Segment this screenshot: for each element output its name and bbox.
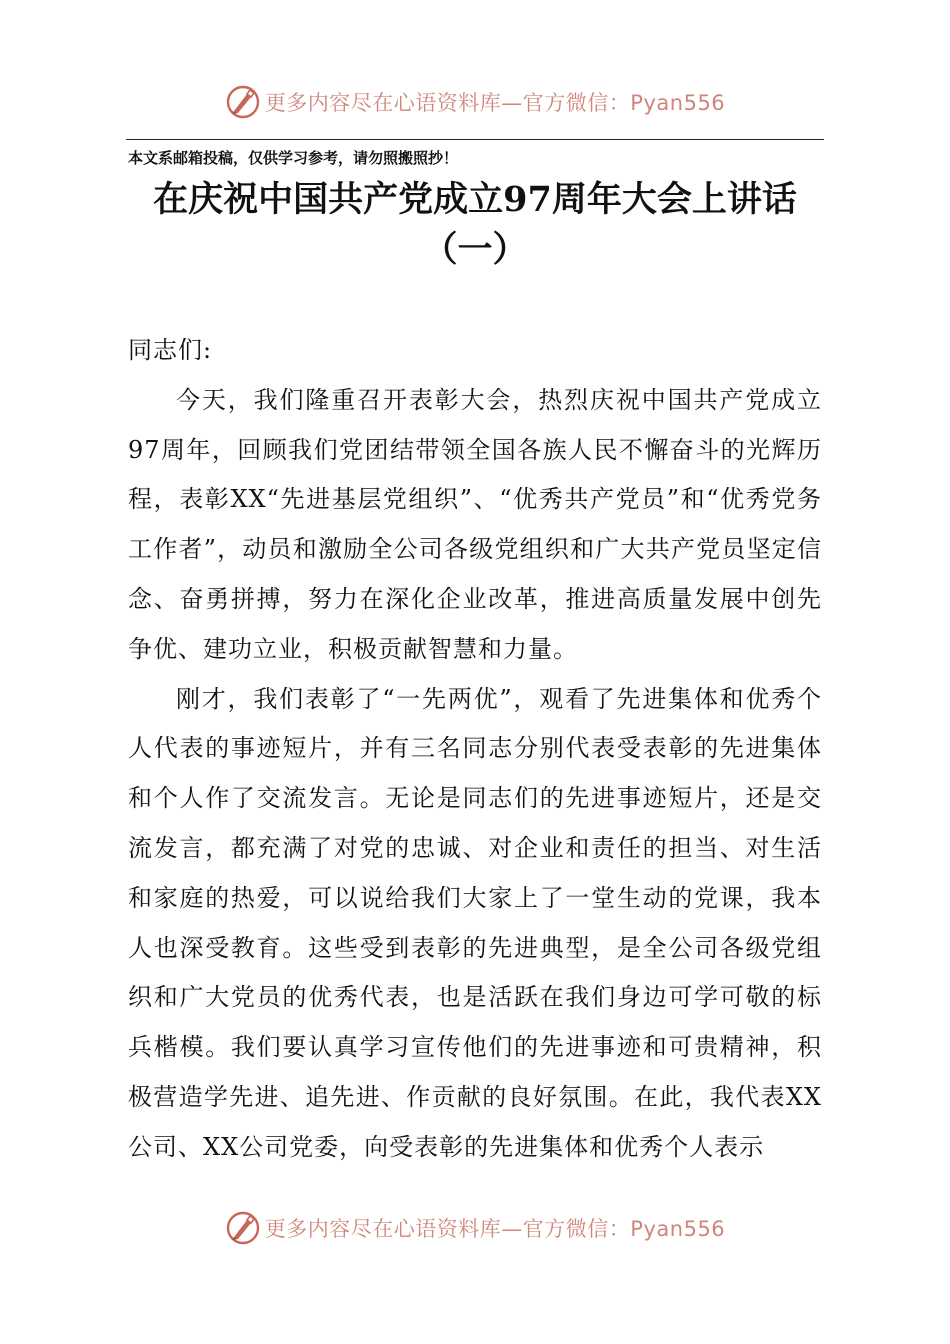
document-title: 在庆祝中国共产党成立97周年大会上讲话	[153, 179, 797, 220]
salutation: 同志们:	[128, 336, 213, 364]
pen-nib-circle-icon	[225, 84, 261, 120]
pen-nib-circle-icon	[225, 1210, 261, 1246]
document-title-number: （一）	[422, 229, 528, 270]
paragraph-2: 刚才，我们表彰了“一先两优”，观看了先进集体和优秀个人代表的事迹短片，并有三名同志分别代表受表彰的先进集体和个人作了交流发言。无论是同志们的先进事迹短片，还是交流发言，都充满了对党的忠诚、对企业和责任的担当、对生活和家庭的热爱，可以说给我们大家上了一堂生动的党课，我本人也深受教育。这些受到表彰的先进典型，是全公司各级党组织和广大党员的优秀代表，也是活跃在我们身边可学可敬的标兵楷模。我们要认真学习宣传他们的先进事迹和可贵精神，积极营造学先进、追先进、作贡献的良好氛围。在此，我代表XX公司、XX公司党委，向受表彰的先进集体和优秀个人表示	[128, 684, 822, 1161]
footer-banner-text: 更多内容尽在心语资料库—官方微信：Pyan556	[264, 1217, 726, 1241]
header-banner	[0, 82, 950, 122]
submission-notice: 本文系邮箱投稿，仅供学习参考，请勿照搬照抄！	[128, 149, 459, 167]
speech-body	[128, 326, 822, 1173]
header-rule	[126, 139, 824, 140]
header-banner-text: 更多内容尽在心语资料库—官方微信：Pyan556	[264, 91, 726, 115]
footer-banner	[0, 1208, 950, 1248]
paragraph-1: 今天，我们隆重召开表彰大会，热烈庆祝中国共产党成立97周年，回顾我们党团结带领全国各族人民不懈奋斗的光辉历程，表彰XX“先进基层党组织”、“优秀共产党员”和“优秀党务工作者”，动员和激励全公司各级党组织和广大共产党员坚定信念、奋勇拼搏，努力在深化企业改革，推进高质量发展中创先争优、建功立业，积极贡献智慧和力量。	[128, 385, 822, 663]
